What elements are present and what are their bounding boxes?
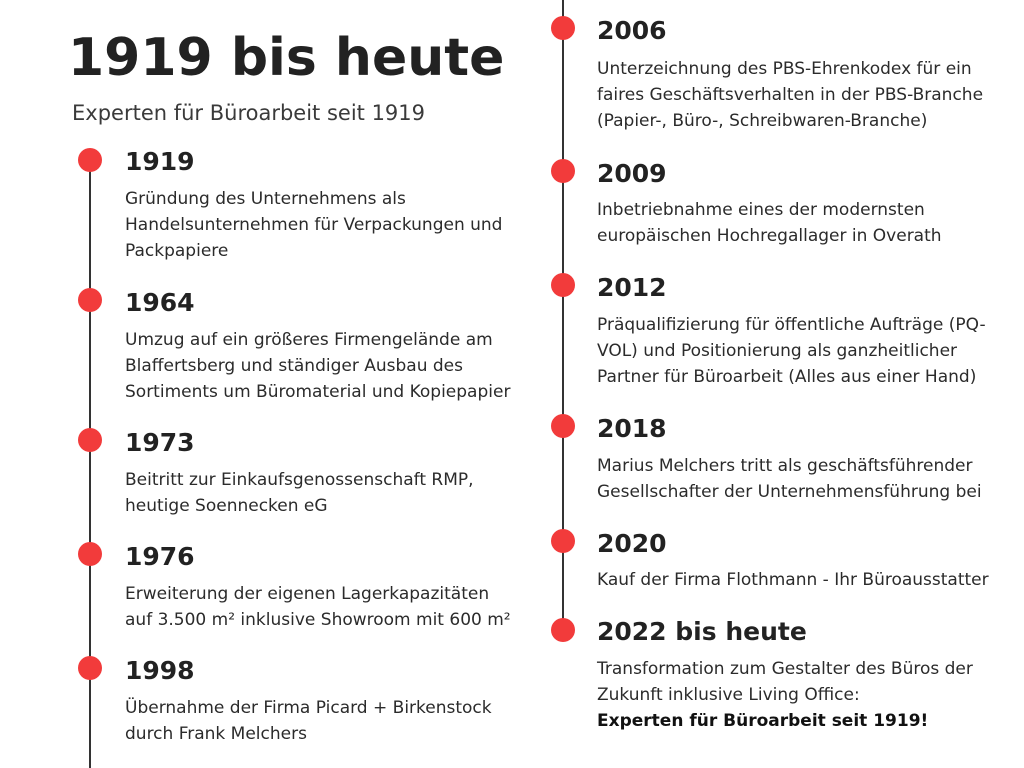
description-line: Handelsunternehmen für Verpackungen und xyxy=(125,215,503,235)
timeline-description xyxy=(597,656,973,734)
timeline-dot xyxy=(78,542,102,566)
description-line: europäischen Hochregallager in Overath xyxy=(597,226,942,246)
closing-slogan: Experten für Büroarbeit seit 1919! xyxy=(597,711,929,731)
description-line: heutige Soennecken eG xyxy=(125,496,328,516)
description-line: faires Geschäftsverhalten in der PBS-Branche xyxy=(597,85,984,105)
timeline-year: 2018 xyxy=(597,414,667,443)
timeline-description xyxy=(125,327,510,405)
timeline-description xyxy=(125,695,492,747)
description-line: Blaffertsberg und ständiger Ausbau des xyxy=(125,356,463,376)
timeline-dot xyxy=(78,656,102,680)
description-line: Erweiterung der eigenen Lagerkapazitäten xyxy=(125,584,490,604)
timeline-dot xyxy=(78,288,102,312)
timeline-dot xyxy=(78,428,102,452)
timeline-year: 1964 xyxy=(125,288,195,317)
timeline-dot xyxy=(551,414,575,438)
timeline-dot xyxy=(551,159,575,183)
timeline-description xyxy=(597,567,989,593)
timeline-dot xyxy=(78,148,102,172)
timeline-dot xyxy=(551,16,575,40)
timeline-dot xyxy=(551,273,575,297)
description-line: Packpapiere xyxy=(125,241,229,261)
timeline-description xyxy=(597,312,986,390)
timeline-dot xyxy=(551,529,575,553)
page-title: 1919 bis heute xyxy=(68,28,505,88)
timeline-year: 2022 bis heute xyxy=(597,617,807,646)
description-line: Übernahme der Firma Picard + Birkenstock xyxy=(125,698,492,718)
description-line: Marius Melchers tritt als geschäftsführender xyxy=(597,456,973,476)
description-line: Kauf der Firma Flothmann - Ihr Büroausstatter xyxy=(597,570,989,590)
description-line: Gründung des Unternehmens als xyxy=(125,189,406,209)
timeline-description xyxy=(125,467,474,519)
page-subtitle: Experten für Büroarbeit seit 1919 xyxy=(72,101,426,125)
description-line: Sortiments um Büromaterial und Kopiepapier xyxy=(125,382,511,402)
description-line: Partner für Büroarbeit (Alles aus einer Hand) xyxy=(597,367,977,387)
timeline-description xyxy=(597,197,942,249)
description-line: Inbetriebnahme eines der modernsten xyxy=(597,200,925,220)
description-line: Beitritt zur Einkaufsgenossenschaft RMP, xyxy=(125,470,474,490)
description-line: Umzug auf ein größeres Firmengelände am xyxy=(125,330,493,350)
description-line: durch Frank Melchers xyxy=(125,724,307,744)
timeline-description xyxy=(125,186,502,264)
timeline-year: 1973 xyxy=(125,428,195,457)
description-line: Unterzeichnung des PBS-Ehrenkodex für ein xyxy=(597,59,972,79)
description-line: VOL) und Positionierung als ganzheitlicher xyxy=(597,341,958,361)
timeline-year: 2006 xyxy=(597,16,667,45)
timeline-year: 2012 xyxy=(597,273,667,302)
timeline-description xyxy=(597,56,983,134)
timeline-description xyxy=(597,453,982,505)
description-line: Transformation zum Gestalter des Büros der xyxy=(597,659,973,679)
timeline-year: 1998 xyxy=(125,656,195,685)
timeline-dot xyxy=(551,618,575,642)
timeline-year: 1976 xyxy=(125,542,195,571)
timeline-year: 2009 xyxy=(597,159,667,188)
description-line: Präqualifizierung für öffentliche Aufträge (PQ- xyxy=(597,315,986,335)
timeline-description xyxy=(125,581,511,633)
description-line: (Papier-, Büro-, Schreibwaren-Branche) xyxy=(597,111,928,131)
timeline-year: 1919 xyxy=(125,147,195,176)
description-line: Gesellschafter der Unternehmensführung bei xyxy=(597,482,982,502)
timeline-year: 2020 xyxy=(597,529,667,558)
description-line: auf 3.500 m² inklusive Showroom mit 600 m² xyxy=(125,610,511,630)
description-line: Zukunft inklusive Living Office: xyxy=(597,685,860,705)
